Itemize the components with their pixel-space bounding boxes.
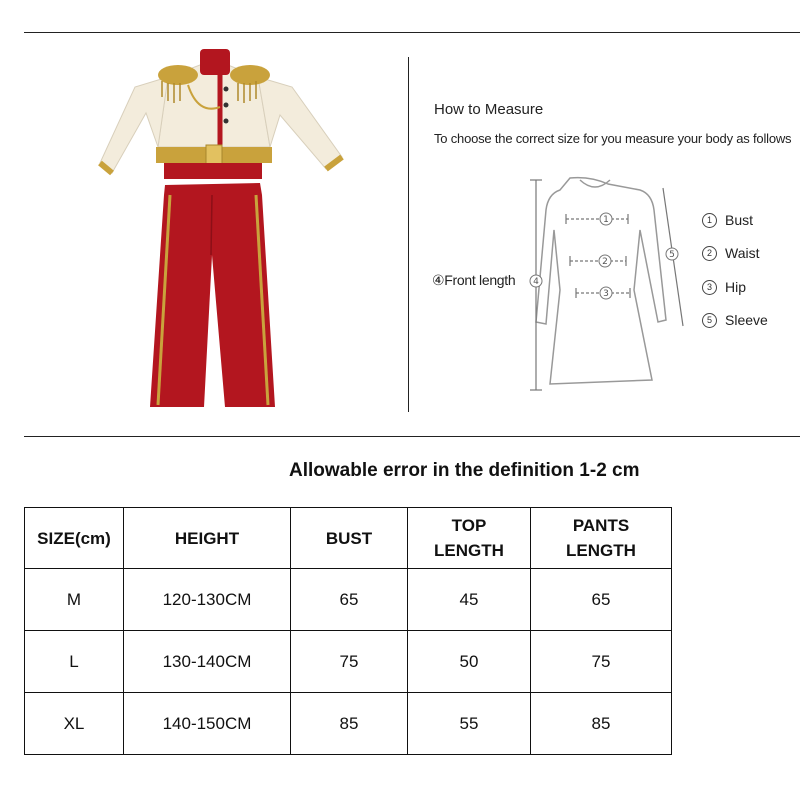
number-five-icon: 5 [702,313,717,328]
number-three-icon: 3 [702,280,717,295]
legend-waist [702,245,759,261]
measure-subtitle: To choose the correct size for you measure your body as follows [434,131,792,146]
cell-height: 130-140CM [124,631,291,693]
table-row [25,693,672,755]
number-two-icon: 2 [702,246,717,261]
legend-label: Sleeve [725,312,768,328]
allowable-error-note: Allowable error in the definition 1-2 cm [289,460,640,481]
header-height: HEIGHT [124,508,291,569]
cell-pants-length: 65 [531,569,672,631]
table-header-row [25,508,672,569]
measure-title: How to Measure [434,101,544,118]
header-size: SIZE(cm) [25,508,124,569]
header-bust: BUST [291,508,408,569]
cell-pants-length: 75 [531,631,672,693]
cell-top-length: 55 [408,693,531,755]
header-top-length: TOP LENGTH [408,508,531,569]
cell-size: XL [25,693,124,755]
cell-bust: 85 [291,693,408,755]
legend-bust [702,212,753,228]
size-chart-table [24,507,672,755]
legend-label: Waist [725,245,760,261]
svg-text:3: 3 [603,289,609,299]
table-row [25,569,672,631]
legend-label: Hip [725,279,747,295]
top-divider [24,32,800,33]
header-pants-length: PANTS LENGTH [531,508,672,569]
cell-bust: 75 [291,631,408,693]
legend-sleeve [702,312,768,328]
svg-text:4: 4 [533,277,539,287]
cell-size: L [25,631,124,693]
legend-label: Bust [725,212,754,228]
svg-text:1: 1 [603,215,609,225]
cell-bust: 65 [291,569,408,631]
costume-image [80,45,350,415]
svg-text:5: 5 [669,250,675,260]
legend-hip [702,279,746,295]
svg-text:2: 2 [602,257,608,267]
cell-height: 120-130CM [124,569,291,631]
cell-size: M [25,569,124,631]
table-row [25,631,672,693]
front-length-label: ④Front length [432,272,516,288]
center-divider [408,57,409,412]
cell-top-length: 45 [408,569,531,631]
cell-top-length: 50 [408,631,531,693]
cell-height: 140-150CM [124,693,291,755]
middle-divider [24,436,800,437]
number-one-icon: 1 [702,213,717,228]
cell-pants-length: 85 [531,693,672,755]
